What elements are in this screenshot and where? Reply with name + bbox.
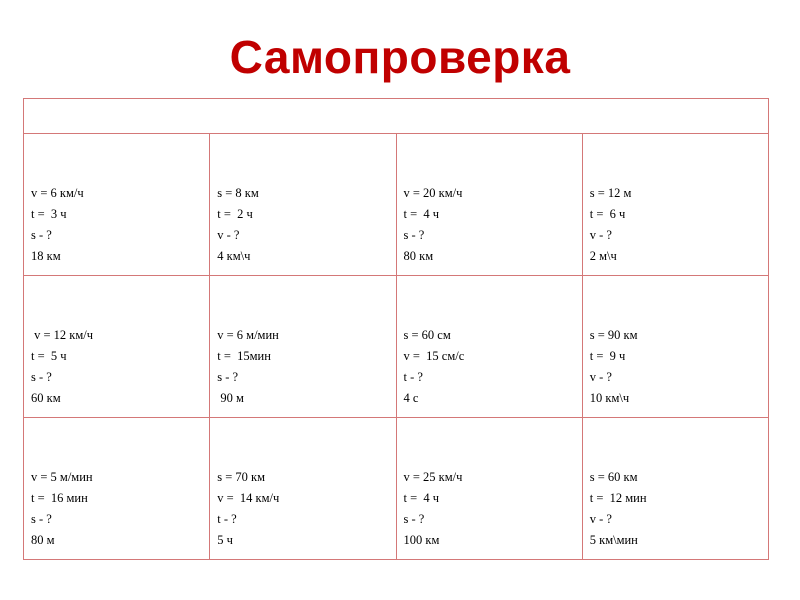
cell-line: t = 3 ч [31,207,67,221]
cell-line: v = 15 см/с [403,349,465,363]
cell-line: t = 15мин [217,349,271,363]
table-cell [24,276,210,418]
cell-line: 60 км [31,391,61,405]
cell-line: t = 6 ч [589,207,626,221]
cell-line: s = 70 км [217,470,266,484]
cell-line: 5 км\мин [589,533,638,547]
table-cell [582,418,768,560]
cell-line: s - ? [217,370,239,384]
cell-line: 10 км\ч [589,391,630,405]
cell-line: v - ? [589,370,612,384]
cell-line: s - ? [403,512,425,526]
cell-line: 18 км [31,249,61,263]
cell-line: v = 6 м/мин [217,328,279,342]
cell-line: t = 4 ч [403,207,440,221]
cell-line: v - ? [217,228,240,242]
cell-line: s = 60 км [589,470,638,484]
cell-line: t - ? [403,370,423,384]
cell-line: v = 25 км/ч [403,470,463,484]
cell-line: v = 14 км/ч [217,491,280,505]
cell-line: 80 км [403,249,434,263]
table-cell [396,276,582,418]
page-title: Самопроверка [229,31,571,83]
cell-line: 4 с [403,391,419,405]
cell-line: v - ? [589,512,612,526]
self-check-table [23,98,769,560]
cell-line: s = 60 см [403,328,451,342]
table-cell [582,134,768,276]
cell-line: t = 12 мин [589,491,647,505]
cell-line: 90 м [217,391,244,405]
cell-line: v = 5 м/мин [31,470,93,484]
cell-line: 100 км [403,533,440,547]
cell-line: v - ? [589,228,612,242]
cell-line: s = 12 м [589,186,632,200]
cell-line: s - ? [31,512,52,526]
cell-line: t = 5 ч [31,349,67,363]
cell-line: t = 16 мин [31,491,88,505]
cell-line: v = 6 км/ч [31,186,84,200]
table-cell [396,418,582,560]
cell-line: v = 20 км/ч [403,186,463,200]
table-row [24,134,769,276]
table-cell [582,276,768,418]
table-row [24,418,769,560]
table-cell [210,276,396,418]
cell-line: t = 2 ч [217,207,253,221]
cell-line: t = 4 ч [403,491,440,505]
table-row [24,276,769,418]
cell-line: s = 90 км [589,328,638,342]
cell-line: s - ? [31,370,52,384]
cell-line: t - ? [217,512,237,526]
cell-line: 2 м\ч [589,249,617,263]
table-cell [210,418,396,560]
table-header-row [24,99,769,134]
cell-line: s - ? [31,228,52,242]
cell-line: t = 9 ч [589,349,626,363]
cell-line: s - ? [403,228,425,242]
cell-line: 4 км\ч [217,249,251,263]
table-header-cell [24,99,769,134]
table-cell [210,134,396,276]
table-cell [24,418,210,560]
table-cell [24,134,210,276]
table-cell [396,134,582,276]
cell-line: 5 ч [217,533,233,547]
cell-line: v = 12 км/ч [31,328,94,342]
cell-line: s = 8 км [217,186,259,200]
cell-line: 80 м [31,533,55,547]
